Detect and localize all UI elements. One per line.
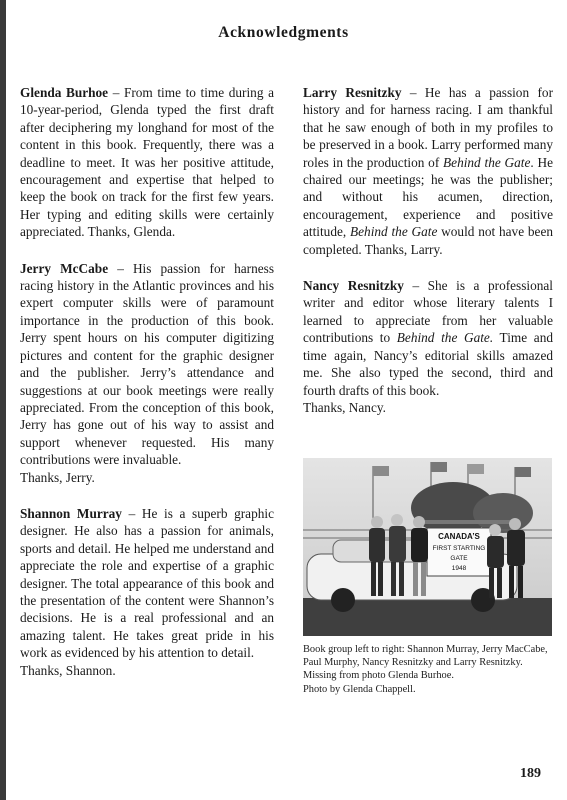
acknowledgment-glenda-burhoe	[20, 84, 274, 241]
banner-line: FIRST STARTING	[432, 545, 486, 552]
page-title: Acknowledgments	[218, 24, 349, 41]
acknowledgment-thanks: Thanks, Jerry.	[20, 469, 95, 485]
acknowledgment-thanks: Thanks, Shannon.	[20, 662, 116, 678]
acknowledgment-text: – His passion for harness racing history in the Atlantic provinces and his expert computer skills were of paramount importance in the production of this book. Jerry spent hours on his computer digitizing pictures and content for the graphic designer and the publisher. Jerry’s attendance and suggestions at our book meetings were really appreciated. From the conception of this book, Jerry has gone out of his way to assist and support whenever requested. His many contributions were invaluable.	[20, 260, 275, 468]
right-column	[303, 84, 553, 435]
acknowledgment-nancy-resnitzky	[303, 277, 553, 416]
acknowledgment-text: – She is a professional writer and editor whose literary talents I learned to appreciate from her valuable contributions to	[303, 278, 553, 346]
banner-line: 1948	[451, 565, 467, 572]
acknowledgment-shannon-murray	[20, 505, 274, 679]
acknowledgment-text: – He has a passion for history and for harness racing. I am thankful that he saw enough of both in my profiles to be preserved in a book. Larry performed many roles in the production of	[303, 85, 553, 170]
car-banner	[427, 528, 491, 576]
banner-line: CANADA’S	[438, 532, 480, 541]
group-photo	[303, 458, 552, 636]
acknowledgment-larry-resnitzky	[303, 84, 553, 258]
person-name: Larry Resnitzky	[303, 85, 402, 100]
acknowledgment-thanks: Thanks, Nancy.	[303, 399, 386, 415]
caption-text: Book group left to right: Shannon Murray, Jerry MacCabe, Paul Murphy, Nancy Resnitzky and Larry Resnitzky. Missing from photo Glenda Burhoe.	[303, 644, 548, 682]
book-title: Behind the Gate.	[396, 330, 494, 346]
left-column	[20, 84, 274, 698]
book-title: Behind the Gate	[443, 154, 531, 170]
person-name: Nancy Resnitzky	[303, 278, 404, 294]
acknowledgment-jerry-mccabe	[20, 260, 274, 486]
book-title: Behind the Gate	[350, 224, 438, 240]
person-name: Shannon Murray	[20, 505, 122, 521]
caption-credit: Photo by Glenda Chappell.	[303, 683, 416, 695]
acknowledgment-text: Time and time again, Nancy’s editorial skills amazed me. She also typed the second, third and fourth drafts of this book.	[303, 330, 553, 398]
tree	[473, 493, 533, 533]
person-name: Glenda Burhoe	[20, 85, 109, 100]
acknowledgment-text: – From time to time during a 10-year-period, Glenda typed the first draft after deciphering my longhand for most of the content in this book. Frequently, there was a deadline to meet. It was her positive attitude, encouragement and expertise that helped to keep the book on track for the first few years. Her typing and editing skills were certainly appreciated. Thanks, Glenda.	[20, 85, 274, 240]
photo-caption	[303, 643, 553, 696]
banner-line: GATE	[450, 555, 468, 562]
page-number: 189	[520, 766, 541, 781]
group-photo-illustration	[303, 458, 552, 636]
acknowledgment-text: . He chaired our meetings; he was the publisher; and without his acumen, direction, encouragement, experience and positive attitude,	[303, 154, 553, 240]
person-name: Jerry McCabe	[20, 260, 109, 276]
acknowledgment-text: would not have been completed. Thanks, Larry.	[303, 224, 554, 257]
page-binding-edge	[0, 0, 6, 800]
acknowledgment-text: – He is a superb graphic designer. He also has a passion for animals, sports and detail. He helped me understand and appreciate the role and expertise of a graphic designer. The total appearance of this book and the presentation of the content were Shannon’s decisions. He is a real professional and an amazing talent. He takes great pride in his work as evidenced by his attention to detail.	[20, 505, 274, 661]
